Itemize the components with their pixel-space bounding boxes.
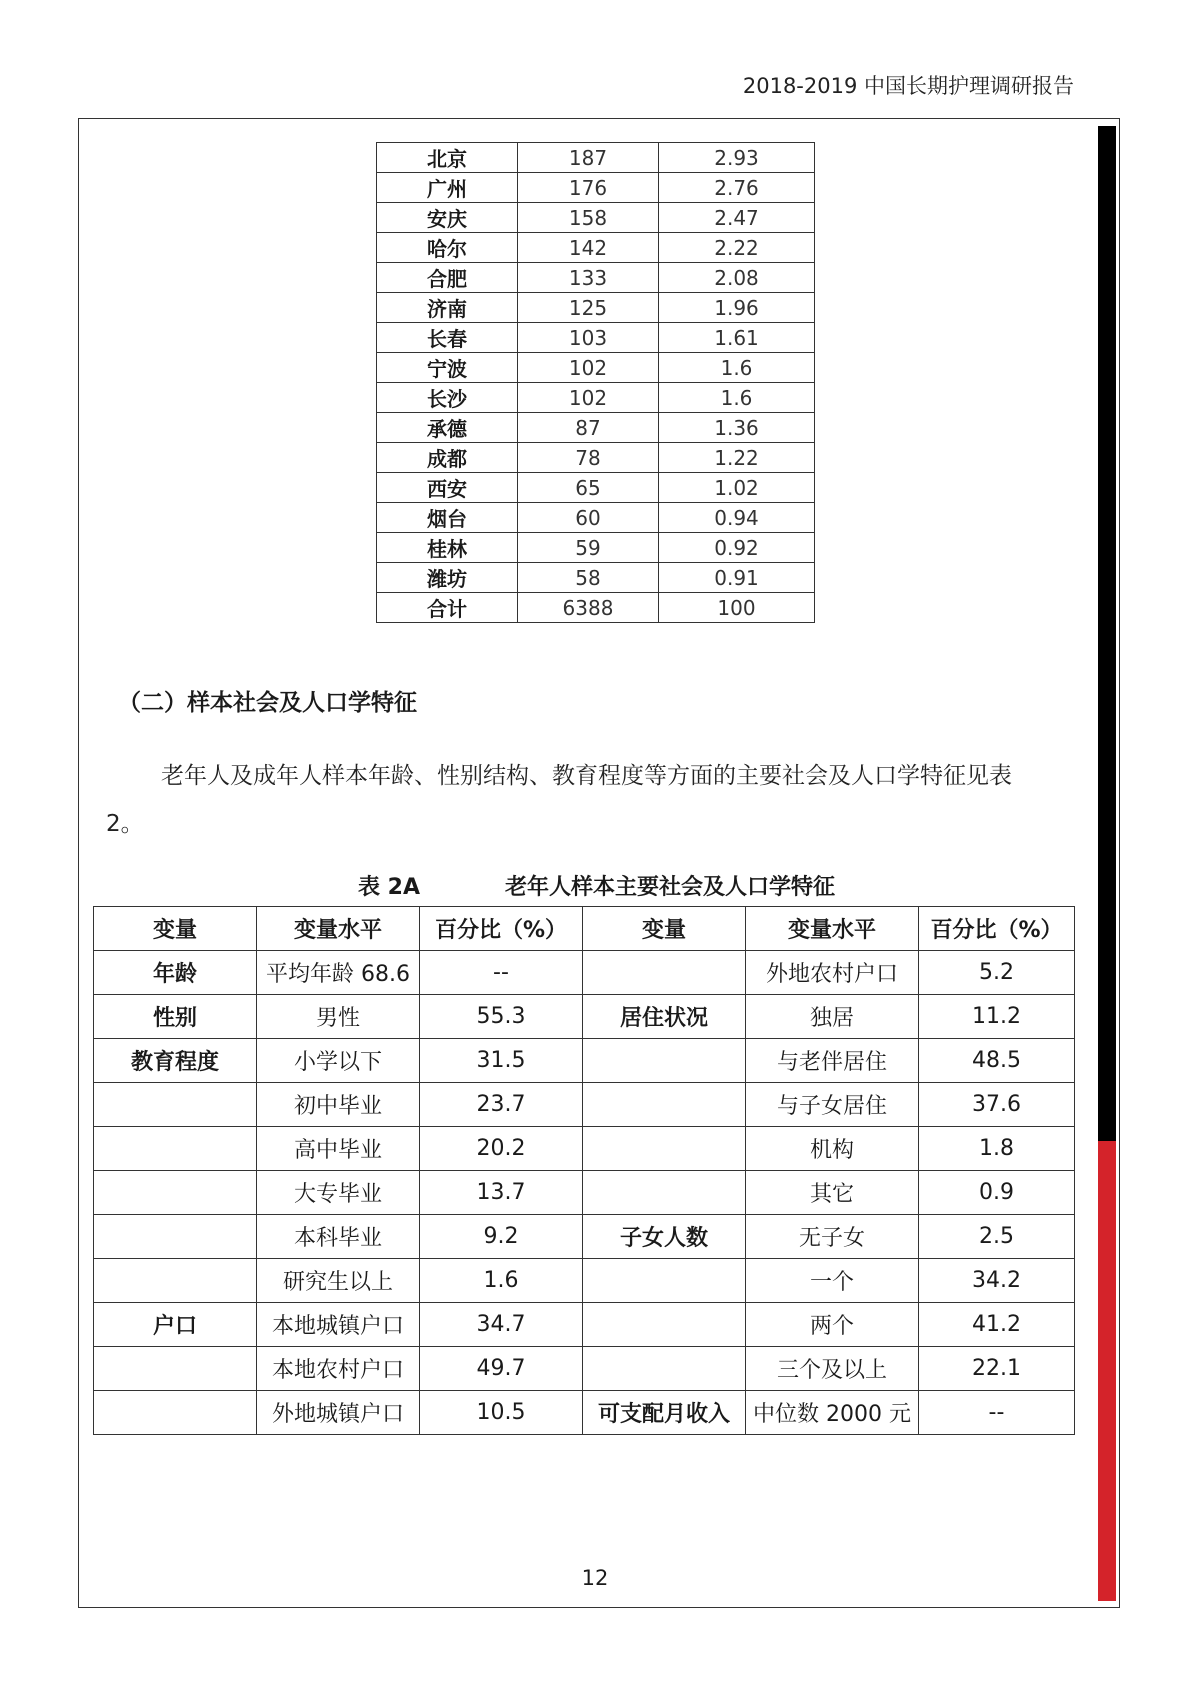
count-cell: 176 bbox=[518, 173, 659, 203]
table-row bbox=[94, 1127, 1075, 1171]
percent-cell: 34.7 bbox=[420, 1303, 583, 1347]
table-row bbox=[377, 563, 815, 593]
body-paragraph bbox=[106, 752, 1046, 848]
level-cell: 高中毕业 bbox=[257, 1127, 420, 1171]
variable-cell bbox=[94, 1083, 257, 1127]
header-cell: 变量水平 bbox=[257, 907, 420, 951]
percent-cell: 2.76 bbox=[659, 173, 815, 203]
variable-cell bbox=[94, 1127, 257, 1171]
level-cell: 其它 bbox=[746, 1171, 919, 1215]
table-row bbox=[94, 1083, 1075, 1127]
header-cell: 百分比（%） bbox=[919, 907, 1075, 951]
level-cell: 本地城镇户口 bbox=[257, 1303, 420, 1347]
level-cell: 平均年龄 68.6 bbox=[257, 951, 420, 995]
level-cell: 两个 bbox=[746, 1303, 919, 1347]
table-row bbox=[377, 203, 815, 233]
table-row bbox=[377, 413, 815, 443]
variable-cell: 居住状况 bbox=[583, 995, 746, 1039]
count-cell: 65 bbox=[518, 473, 659, 503]
table-row bbox=[377, 173, 815, 203]
percent-cell: 100 bbox=[659, 593, 815, 623]
percent-cell: 31.5 bbox=[420, 1039, 583, 1083]
percent-cell: 20.2 bbox=[420, 1127, 583, 1171]
percent-cell: 9.2 bbox=[420, 1215, 583, 1259]
percent-cell: 1.96 bbox=[659, 293, 815, 323]
table-row bbox=[377, 593, 815, 623]
city-name-cell: 承德 bbox=[377, 413, 518, 443]
city-name-cell: 哈尔 bbox=[377, 233, 518, 263]
level-cell: 大专毕业 bbox=[257, 1171, 420, 1215]
percent-cell: 1.6 bbox=[659, 353, 815, 383]
variable-cell bbox=[94, 1391, 257, 1435]
level-cell: 一个 bbox=[746, 1259, 919, 1303]
variable-cell bbox=[583, 1259, 746, 1303]
percent-cell: 48.5 bbox=[919, 1039, 1075, 1083]
table-row bbox=[377, 323, 815, 353]
page-number: 12 bbox=[581, 1566, 609, 1590]
level-cell: 本地农村户口 bbox=[257, 1347, 420, 1391]
table-row bbox=[94, 1347, 1075, 1391]
variable-cell: 性别 bbox=[94, 995, 257, 1039]
percent-cell: 1.22 bbox=[659, 443, 815, 473]
city-name-cell: 广州 bbox=[377, 173, 518, 203]
table-row bbox=[377, 293, 815, 323]
table-row bbox=[94, 1391, 1075, 1435]
percent-cell: 2.5 bbox=[919, 1215, 1075, 1259]
percent-cell: 1.61 bbox=[659, 323, 815, 353]
variable-cell bbox=[583, 1347, 746, 1391]
percent-cell: 22.1 bbox=[919, 1347, 1075, 1391]
percent-cell: 37.6 bbox=[919, 1083, 1075, 1127]
level-cell: 小学以下 bbox=[257, 1039, 420, 1083]
level-cell: 本科毕业 bbox=[257, 1215, 420, 1259]
variable-cell bbox=[583, 1127, 746, 1171]
table-row bbox=[94, 1171, 1075, 1215]
city-name-cell: 长沙 bbox=[377, 383, 518, 413]
city-sample-table bbox=[376, 142, 815, 623]
section-heading: （二）样本社会及人口学特征 bbox=[118, 690, 417, 716]
count-cell: 59 bbox=[518, 533, 659, 563]
count-cell: 102 bbox=[518, 353, 659, 383]
percent-cell: 0.94 bbox=[659, 503, 815, 533]
table-row bbox=[94, 1215, 1075, 1259]
variable-cell: 年龄 bbox=[94, 951, 257, 995]
table-row bbox=[94, 1039, 1075, 1083]
percent-cell: 1.6 bbox=[420, 1259, 583, 1303]
count-cell: 158 bbox=[518, 203, 659, 233]
city-name-cell: 潍坊 bbox=[377, 563, 518, 593]
level-cell: 外地农村户口 bbox=[746, 951, 919, 995]
percent-cell: 2.22 bbox=[659, 233, 815, 263]
percent-cell: 49.7 bbox=[420, 1347, 583, 1391]
variable-cell bbox=[583, 1303, 746, 1347]
count-cell: 142 bbox=[518, 233, 659, 263]
table-row bbox=[94, 951, 1075, 995]
side-bar-black bbox=[1098, 126, 1116, 1141]
table-row bbox=[377, 233, 815, 263]
city-name-cell: 济南 bbox=[377, 293, 518, 323]
percent-cell: 5.2 bbox=[919, 951, 1075, 995]
level-cell: 独居 bbox=[746, 995, 919, 1039]
city-name-cell: 安庆 bbox=[377, 203, 518, 233]
percent-cell: 11.2 bbox=[919, 995, 1075, 1039]
table-row bbox=[377, 503, 815, 533]
header-cell: 变量水平 bbox=[746, 907, 919, 951]
percent-cell: -- bbox=[420, 951, 583, 995]
demographics-table bbox=[93, 906, 1075, 1435]
count-cell: 78 bbox=[518, 443, 659, 473]
city-name-cell: 烟台 bbox=[377, 503, 518, 533]
table-row bbox=[377, 143, 815, 173]
percent-cell: 1.8 bbox=[919, 1127, 1075, 1171]
percent-cell: 0.91 bbox=[659, 563, 815, 593]
table-row bbox=[377, 383, 815, 413]
percent-cell: 1.02 bbox=[659, 473, 815, 503]
variable-cell bbox=[94, 1171, 257, 1215]
variable-cell bbox=[94, 1347, 257, 1391]
variable-cell bbox=[583, 1039, 746, 1083]
table-row bbox=[377, 263, 815, 293]
table-row bbox=[377, 533, 815, 563]
side-bar-red bbox=[1098, 1141, 1116, 1601]
table-header-row bbox=[94, 907, 1075, 951]
count-cell: 187 bbox=[518, 143, 659, 173]
percent-cell: 34.2 bbox=[919, 1259, 1075, 1303]
level-cell: 无子女 bbox=[746, 1215, 919, 1259]
percent-cell: 41.2 bbox=[919, 1303, 1075, 1347]
percent-cell: 1.36 bbox=[659, 413, 815, 443]
count-cell: 60 bbox=[518, 503, 659, 533]
count-cell: 58 bbox=[518, 563, 659, 593]
header-cell: 百分比（%） bbox=[420, 907, 583, 951]
table-row bbox=[377, 443, 815, 473]
variable-cell bbox=[94, 1215, 257, 1259]
table-row bbox=[94, 995, 1075, 1039]
page-header-title: 2018-2019 中国长期护理调研报告 bbox=[742, 74, 1074, 98]
level-cell: 机构 bbox=[746, 1127, 919, 1171]
percent-cell: 2.47 bbox=[659, 203, 815, 233]
city-name-cell: 成都 bbox=[377, 443, 518, 473]
level-cell: 中位数 2000 元 bbox=[746, 1391, 919, 1435]
variable-cell bbox=[583, 1083, 746, 1127]
percent-cell: 1.6 bbox=[659, 383, 815, 413]
city-name-cell: 合肥 bbox=[377, 263, 518, 293]
percent-cell: 10.5 bbox=[420, 1391, 583, 1435]
level-cell: 与老伴居住 bbox=[746, 1039, 919, 1083]
level-cell: 外地城镇户口 bbox=[257, 1391, 420, 1435]
header-cell: 变量 bbox=[94, 907, 257, 951]
level-cell: 三个及以上 bbox=[746, 1347, 919, 1391]
variable-cell bbox=[583, 1171, 746, 1215]
count-cell: 87 bbox=[518, 413, 659, 443]
variable-cell: 子女人数 bbox=[583, 1215, 746, 1259]
variable-cell bbox=[583, 951, 746, 995]
percent-cell: -- bbox=[919, 1391, 1075, 1435]
level-cell: 研究生以上 bbox=[257, 1259, 420, 1303]
city-name-cell: 长春 bbox=[377, 323, 518, 353]
variable-cell: 户口 bbox=[94, 1303, 257, 1347]
count-cell: 133 bbox=[518, 263, 659, 293]
level-cell: 与子女居住 bbox=[746, 1083, 919, 1127]
variable-cell: 教育程度 bbox=[94, 1039, 257, 1083]
city-name-cell: 合计 bbox=[377, 593, 518, 623]
city-name-cell: 宁波 bbox=[377, 353, 518, 383]
table-caption-title: 老年人样本主要社会及人口学特征 bbox=[505, 875, 836, 900]
table-row bbox=[377, 353, 815, 383]
percent-cell: 13.7 bbox=[420, 1171, 583, 1215]
percent-cell: 2.93 bbox=[659, 143, 815, 173]
percent-cell: 0.9 bbox=[919, 1171, 1075, 1215]
count-cell: 125 bbox=[518, 293, 659, 323]
variable-cell bbox=[94, 1259, 257, 1303]
percent-cell: 23.7 bbox=[420, 1083, 583, 1127]
paragraph-text: 老年人及成年人样本年龄、性别结构、教育程度等方面的主要社会及人口学特征见表 2。 bbox=[106, 763, 1012, 837]
count-cell: 6388 bbox=[518, 593, 659, 623]
percent-cell: 0.92 bbox=[659, 533, 815, 563]
table-row bbox=[377, 473, 815, 503]
level-cell: 男性 bbox=[257, 995, 420, 1039]
city-name-cell: 西安 bbox=[377, 473, 518, 503]
city-name-cell: 北京 bbox=[377, 143, 518, 173]
header-cell: 变量 bbox=[583, 907, 746, 951]
count-cell: 103 bbox=[518, 323, 659, 353]
percent-cell: 55.3 bbox=[420, 995, 583, 1039]
table-caption-number: 表 2A bbox=[358, 875, 420, 900]
count-cell: 102 bbox=[518, 383, 659, 413]
level-cell: 初中毕业 bbox=[257, 1083, 420, 1127]
table-row bbox=[94, 1303, 1075, 1347]
table-row bbox=[94, 1259, 1075, 1303]
city-name-cell: 桂林 bbox=[377, 533, 518, 563]
variable-cell: 可支配月收入 bbox=[583, 1391, 746, 1435]
percent-cell: 2.08 bbox=[659, 263, 815, 293]
